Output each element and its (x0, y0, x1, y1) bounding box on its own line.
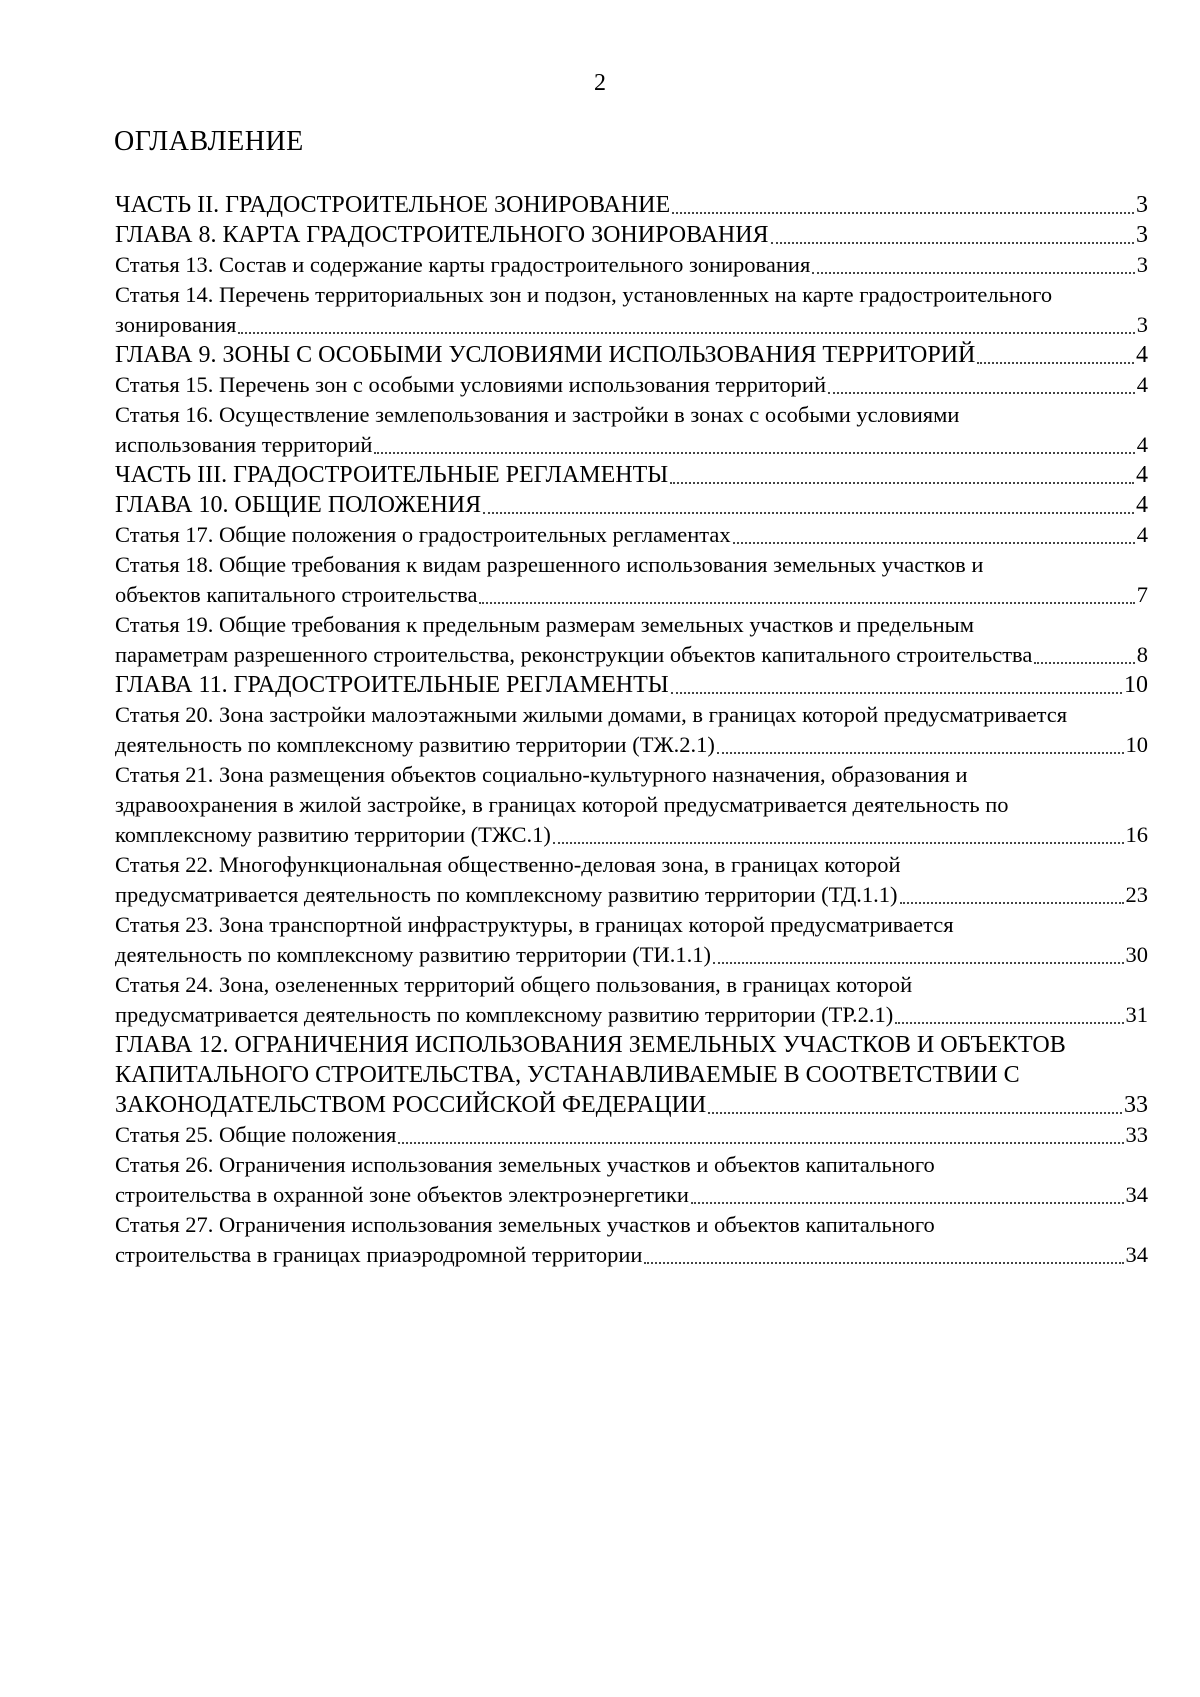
toc-entry-text: ЧАСТЬ II. ГРАДОСТРОИТЕЛЬНОЕ ЗОНИРОВАНИЕ (115, 192, 671, 218)
toc-entry-page: 3 (1136, 192, 1148, 218)
toc-entry-page: 3 (1136, 222, 1148, 248)
toc-entry-text: ГЛАВА 11. ГРАДОСТРОИТЕЛЬНЫЕ РЕГЛАМЕНТЫ (115, 672, 669, 698)
toc-entry-text: Статья 18. Общие требования к видам разрешенного использования земельных участков и (115, 552, 984, 577)
toc-entry-text: параметрам разрешенного строительства, реконструкции объектов капитального строительства (115, 642, 1033, 667)
toc-entry-page: 34 (1125, 1182, 1148, 1207)
toc-entry[interactable] (115, 910, 1148, 970)
dot-leader (483, 510, 1134, 514)
dot-leader (900, 900, 1124, 904)
toc-entry-page: 10 (1124, 672, 1148, 698)
toc-entry-page: 7 (1136, 582, 1148, 607)
dot-leader (670, 480, 1134, 484)
toc-entry[interactable] (115, 1150, 1148, 1210)
toc-entry[interactable] (115, 550, 1148, 610)
dot-leader (1034, 660, 1134, 664)
toc-entry-page: 8 (1136, 642, 1148, 667)
toc-entry-text: ГЛАВА 9. ЗОНЫ С ОСОБЫМИ УСЛОВИЯМИ ИСПОЛЬЗОВАНИЯ ТЕРРИТОРИЙ (115, 342, 976, 368)
toc-entry[interactable] (115, 220, 1148, 250)
toc-entry-text: здравоохранения в жилой застройке, в границах которой предусматривается деятельность по (115, 792, 1009, 817)
dot-leader (895, 1020, 1123, 1024)
dot-leader (713, 960, 1124, 964)
toc-entry-text: Статья 16. Осуществление землепользования и застройки в зонах с особыми условиями (115, 402, 960, 427)
toc-entry-text: ГЛАВА 10. ОБЩИЕ ПОЛОЖЕНИЯ (115, 492, 482, 518)
toc-entry-page: 3 (1136, 252, 1148, 277)
toc-entry[interactable] (115, 1210, 1148, 1270)
toc-entry-text: комплексному развитию территории (ТЖС.1) (115, 822, 551, 847)
toc-entry-text: предусматривается деятельность по комплексному развитию территории (ТР.2.1) (115, 1002, 894, 1027)
toc-entry[interactable] (115, 280, 1148, 340)
toc-entry[interactable] (115, 610, 1148, 670)
toc-entry-text: строительства в границах приаэродромной территории (115, 1242, 643, 1267)
table-of-contents (115, 190, 1148, 1270)
dot-leader (708, 1110, 1122, 1114)
toc-entry-page: 4 (1136, 462, 1148, 488)
toc-entry[interactable] (115, 850, 1148, 910)
dot-leader (828, 390, 1135, 394)
toc-entry-page: 10 (1125, 732, 1148, 757)
toc-entry-text: предусматривается деятельность по комплексному развитию территории (ТД.1.1) (115, 882, 898, 907)
toc-entry-text: зонирования (115, 312, 237, 337)
dot-leader (691, 1200, 1124, 1204)
toc-entry[interactable] (115, 1030, 1148, 1120)
toc-entry-text: Статья 13. Состав и содержание карты градостроительного зонирования (115, 252, 811, 277)
toc-entry-text: Статья 20. Зона застройки малоэтажными жилыми домами, в границах которой предусматривается (115, 702, 1068, 727)
toc-entry-text: Статья 22. Многофункциональная общественно-деловая зона, в границах которой (115, 852, 901, 877)
dot-leader (977, 360, 1134, 364)
toc-entry-text: Статья 26. Ограничения использования земельных участков и объектов капитального (115, 1152, 935, 1177)
page-number: 2 (594, 70, 606, 96)
dot-leader (644, 1260, 1123, 1264)
toc-title: ОГЛАВЛЕНИЕ (114, 126, 304, 157)
toc-entry[interactable] (115, 700, 1148, 760)
toc-entry[interactable] (115, 760, 1148, 850)
toc-entry-page: 33 (1124, 1092, 1148, 1118)
toc-entry-page: 4 (1136, 372, 1148, 397)
dot-leader (553, 840, 1124, 844)
dot-leader (671, 690, 1122, 694)
toc-entry-text: деятельность по комплексному развитию территории (ТЖ.2.1) (115, 732, 715, 757)
toc-entry-page: 33 (1125, 1122, 1148, 1147)
toc-entry[interactable] (115, 250, 1148, 280)
toc-entry-text: Статья 23. Зона транспортной инфраструктуры, в границах которой предусматривается (115, 912, 954, 937)
toc-entry-text: ГЛАВА 8. КАРТА ГРАДОСТРОИТЕЛЬНОГО ЗОНИРОВАНИЯ (115, 222, 769, 248)
toc-entry-text: Статья 25. Общие положения (115, 1122, 397, 1147)
toc-entry[interactable] (115, 970, 1148, 1030)
toc-entry[interactable] (115, 370, 1148, 400)
toc-entry[interactable] (115, 460, 1148, 490)
toc-entry[interactable] (115, 520, 1148, 550)
dot-leader (398, 1140, 1123, 1144)
toc-entry-page: 3 (1136, 312, 1148, 337)
toc-entry[interactable] (115, 340, 1148, 370)
toc-entry-page: 16 (1125, 822, 1148, 847)
toc-entry-text: ЧАСТЬ III. ГРАДОСТРОИТЕЛЬНЫЕ РЕГЛАМЕНТЫ (115, 462, 669, 488)
dot-leader (771, 240, 1134, 244)
toc-entry-text: деятельность по комплексному развитию территории (ТИ.1.1) (115, 942, 711, 967)
toc-entry-page: 4 (1136, 522, 1148, 547)
dot-leader (812, 270, 1134, 274)
toc-entry-text: использования территорий (115, 432, 373, 457)
toc-entry[interactable] (115, 190, 1148, 220)
dot-leader (238, 330, 1134, 334)
toc-entry-text: объектов капитального строительства (115, 582, 478, 607)
toc-entry[interactable] (115, 400, 1148, 460)
toc-entry-text: Статья 19. Общие требования к предельным размерам земельных участков и предельным (115, 612, 974, 637)
dot-leader (374, 450, 1134, 454)
dot-leader (672, 210, 1134, 214)
toc-entry-text: КАПИТАЛЬНОГО СТРОИТЕЛЬСТВА, УСТАНАВЛИВАЕМЫЕ В СООТВЕТСТВИИ С (115, 1062, 1020, 1088)
toc-entry-text: Статья 15. Перечень зон с особыми условиями использования территорий (115, 372, 826, 397)
dot-leader (733, 540, 1135, 544)
toc-entry-text: ЗАКОНОДАТЕЛЬСТВОМ РОССИЙСКОЙ ФЕДЕРАЦИИ (115, 1092, 707, 1118)
toc-entry-page: 30 (1125, 942, 1148, 967)
dot-leader (717, 750, 1124, 754)
dot-leader (479, 600, 1134, 604)
toc-entry-text: строительства в охранной зоне объектов электроэнергетики (115, 1182, 689, 1207)
toc-entry-text: ГЛАВА 12. ОГРАНИЧЕНИЯ ИСПОЛЬЗОВАНИЯ ЗЕМЕЛЬНЫХ УЧАСТКОВ И ОБЪЕКТОВ (115, 1032, 1066, 1058)
toc-entry-text: Статья 27. Ограничения использования земельных участков и объектов капитального (115, 1212, 935, 1237)
toc-entry[interactable] (115, 670, 1148, 700)
toc-entry-page: 34 (1125, 1242, 1148, 1267)
toc-entry-text: Статья 24. Зона, озелененных территорий общего пользования, в границах которой (115, 972, 913, 997)
toc-entry[interactable] (115, 1120, 1148, 1150)
toc-entry-text: Статья 14. Перечень территориальных зон и подзон, установленных на карте градостроительного (115, 282, 1053, 307)
toc-entry-text: Статья 17. Общие положения о градостроительных регламентах (115, 522, 731, 547)
toc-entry-page: 4 (1136, 342, 1148, 368)
toc-entry-page: 4 (1136, 492, 1148, 518)
toc-entry[interactable] (115, 490, 1148, 520)
toc-entry-page: 31 (1125, 1002, 1148, 1027)
toc-entry-text: Статья 21. Зона размещения объектов социально-культурного назначения, образования и (115, 762, 968, 787)
toc-entry-page: 4 (1136, 432, 1148, 457)
toc-entry-page: 23 (1125, 882, 1148, 907)
